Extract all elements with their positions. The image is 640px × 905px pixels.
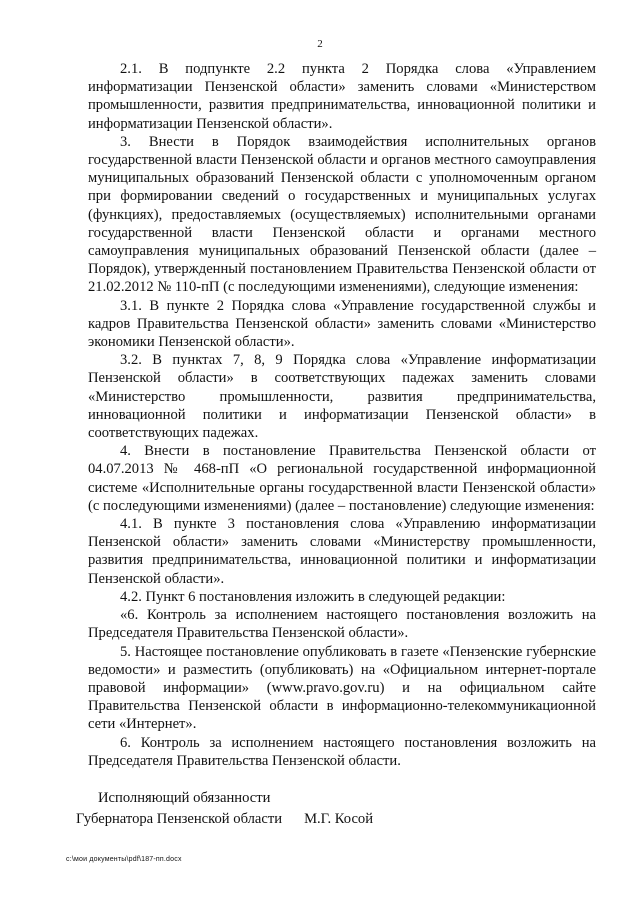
signature-line2 <box>76 809 373 830</box>
signature-title-line2: Губернатора Пензенской области <box>76 811 283 827</box>
paragraph-3-2: 3.2. В пунктах 7, 8, 9 Порядка слова «Управление информатизации Пензенской области» в соответствующих падежах заменить словами «Министерство промышленности, развития предпринимательства, инновационной политики и информатизации Пензенской области» в соответствующих падежах. <box>88 352 596 442</box>
paragraph-3: 3. Внести в Порядок взаимодействия исполнительных органов государственной власти Пензенской области и органов местного самоуправления муниципальных образований Пензенской области с уполномоченным органом при формировании сведений о государственных и муниципальных услугах (функциях), предоставляемых (осуществляемых) исполнительными органами государственной власти Пензенской области и органами местного самоуправления муниципальных образований Пензенской области (далее – Порядок), утвержденный постановлением Правительства Пензенской области от 21.02.2012 № 110-пП (с последующими изменениями), следующие изменения: <box>88 133 596 296</box>
footer-file-path: c:\мои документы\pdf\187-пп.docx <box>66 856 182 863</box>
paragraph-6: 6. Контроль за исполнением настоящего постановления возложить на Председателя Правительства Пензенской области. <box>88 734 596 769</box>
signature-title-line1: Исполняющий обязанности <box>98 790 271 806</box>
signatory-name: М.Г. Косой <box>304 811 374 827</box>
paragraph-4-2-quote: «6. Контроль за исполнением настоящего постановления возложить на Председателя Правительства Пензенской области». <box>88 607 596 642</box>
paragraph-3-1: 3.1. В пункте 2 Порядка слова «Управление государственной службы и кадров Правительства Пензенской области» заменить словами «Министерство экономики Пензенской области». <box>88 297 596 351</box>
paragraph-4: 4. Внести в постановление Правительства Пензенской области от 04.07.2013 № 468-пП «О региональной государственной информационной системе «Исполнительные органы государственной власти Пензенской области» (с последующими изменениями) (далее – постановление) следующие изменения: <box>88 443 596 514</box>
page-number: 2 <box>317 38 323 50</box>
paragraph-4-2: 4.2. Пункт 6 постановления изложить в следующей редакции: <box>120 588 506 605</box>
signature-block <box>76 788 373 830</box>
paragraph-2-1: 2.1. В подпункте 2.2 пункта 2 Порядка слова «Управлением информатизации Пензенской области» заменить словами «Министерством промышленности, развития предпринимательства, инновационной политики и информатизации Пензенской области». <box>88 61 596 132</box>
paragraph-5: 5. Настоящее постановление опубликовать в газете «Пензенские губернские ведомости» и разместить (опубликовать) на «Официальном интернет-портале правовой информации» (www.pravo.gov.ru) и на официальном сайте Правительства Пензенской области в информационно-телекоммуникационной сети «Интернет». <box>88 643 596 733</box>
paragraph-4-1: 4.1. В пункте 3 постановления слова «Управлению информатизации Пензенской области» заменить словами «Министерству промышленности, развития предпринимательства, инновационной политики и информатизации Пензенской области». <box>88 516 596 587</box>
document-body <box>88 60 596 770</box>
